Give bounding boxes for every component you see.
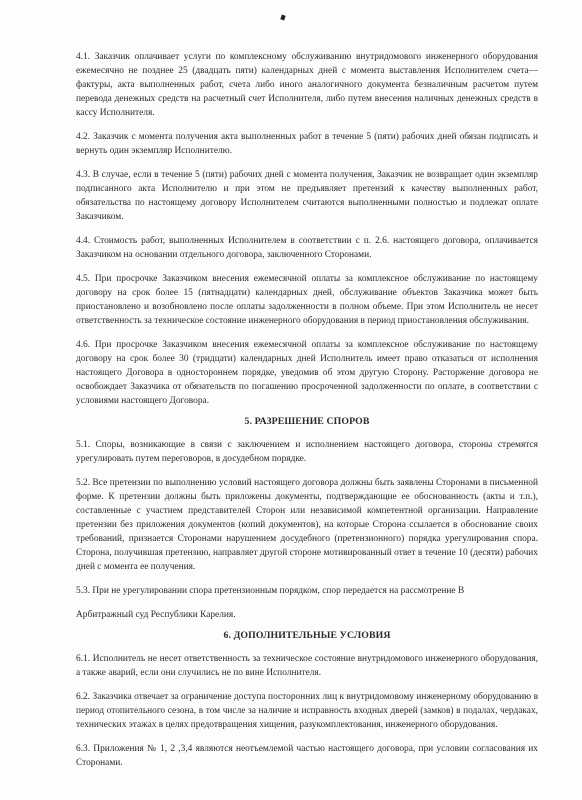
- paragraph-5-1: 5.1. Споры, возникающие в связи с заключением и исполнением настоящего договора, стороны стремятся урегулировать путем переговоров, в досудебном порядке.: [76, 440, 538, 464]
- paragraph-5-3: 5.3. При не урегулировании спора претензионным порядком, спор передается на рассмотрение В: [76, 586, 465, 596]
- document-body: [76, 50, 538, 780]
- paragraph-4-2: 4.2. Заказчик с момента получения акта выполненных работ в течение 5 (пяти) рабочих дней обязан подписать и вернуть один экземпляр Исполнителю.: [76, 132, 538, 156]
- paragraph-4-6: 4.6. При просрочке Заказчиком внесения ежемесячной оплаты за комплексное обслуживание по настоящему договору на срок более 30 (тридцати) календарных дней Исполнитель имеет право отказаться от исполнения настоящего Договора в одностороннем порядке, уведомив об этом другую Сторону. Расторжение договора не освобождает Заказчика от обязательств по погашению просроченной задолженности по оплате, в соответствии с условиями настоящего Договора.: [76, 340, 538, 406]
- paragraph-6-1: 6.1. Исполнитель не несет ответственность за техническое состояние внутридомового инженерного оборудования, а также аварий, если они случились не по вине Исполнителя.: [76, 654, 538, 678]
- section-5-heading: 5. РАЗРЕШЕНИЕ СПОРОВ: [244, 416, 370, 427]
- paragraph-6-3: 6.3. Приложения № 1, 2 ,3,4 являются неотъемлемой частью настоящего договора, при условии согласования их Сторонами.: [76, 744, 538, 768]
- paragraph-4-1: 4.1. Заказчик оплачивает услуги по комплексному обслуживанию внутридомового инженерного оборудования ежемесячно не позднее 25 (двадцать пяти) календарных дней с момента выставления Исполнителем счета—фактуры, акта выполненных работ, счета либо иного аналогичного документа безналичным расчетом путем перевода денежных средств на расчетный счет Исполнителя, либо путем внесения наличных денежных средств в кассу Исполнителя.: [76, 52, 538, 118]
- paragraph-5-3-continued: Арбитражный суд Республики Карелия.: [76, 610, 236, 620]
- paragraph-4-5: 4.5. При просрочке Заказчиком внесения ежемесячной оплаты за комплексное обслуживание по настоящему договору на срок более 15 (пятнадцати) календарных дней, обслуживание объектов Заказчика может быть приостановлено и возобновлено после оплаты задолженности в полном объеме. При этом Исполнитель не несет ответственность за техническое состояние инженерного оборудования в период приостановления обслуживания.: [76, 274, 538, 326]
- paragraph-5-2: 5.2. Все претензии по выполнению условий настоящего договора должны быть заявлены Сторонами в письменной форме. К претензии должны быть приложены документы, подтверждающие ее обоснованность (акты и т.п.), составленные с участием представителей Сторон или независимой компетентной организации. Направление претензии без приложения документов (копий документов), на которые Сторона ссылается в обоснование своих требований, признается Сторонами нарушением досудебного (претензионного) порядка урегулирования спора. Сторона, получившая претензию, направляет другой стороне мотивированный ответ в течение 10 (десяти) рабочих дней с момента ее получения.: [76, 478, 538, 572]
- paragraph-6-2: 6.2. Заказчика отвечает за ограничение доступа посторонних лиц к внутридомовому инженерному оборудованию в период отопительного сезона, в том числе за наличие и исправность входных дверей (замков) в подалах, чердаках, технических этажах в целях предотвращения хищения, разукомплектования, инженерного оборудования.: [76, 692, 538, 730]
- section-6-heading: 6. ДОПОЛНИТЕЛЬНЫЕ УСЛОВИЯ: [223, 630, 391, 641]
- paragraph-4-3: 4.3. В случае, если в течение 5 (пяти) рабочих дней с момента получения, Заказчик не возвращает один экземпляр подписанного акта Исполнителю и при этом не предъявляет претензий к качеству выполненных работ, обязательства по настоящему договору Исполнителем считаются выполненными полностью и подлежат оплате Заказчиком.: [76, 170, 538, 222]
- paragraph-4-4: 4.4. Стоимость работ, выполненных Исполнителем в соответствии с п. 2.6. настоящего договора, оплачивается Заказчиком на основании отдельного договора, заключенного Сторонами.: [76, 236, 538, 260]
- scan-mark: [280, 14, 285, 20]
